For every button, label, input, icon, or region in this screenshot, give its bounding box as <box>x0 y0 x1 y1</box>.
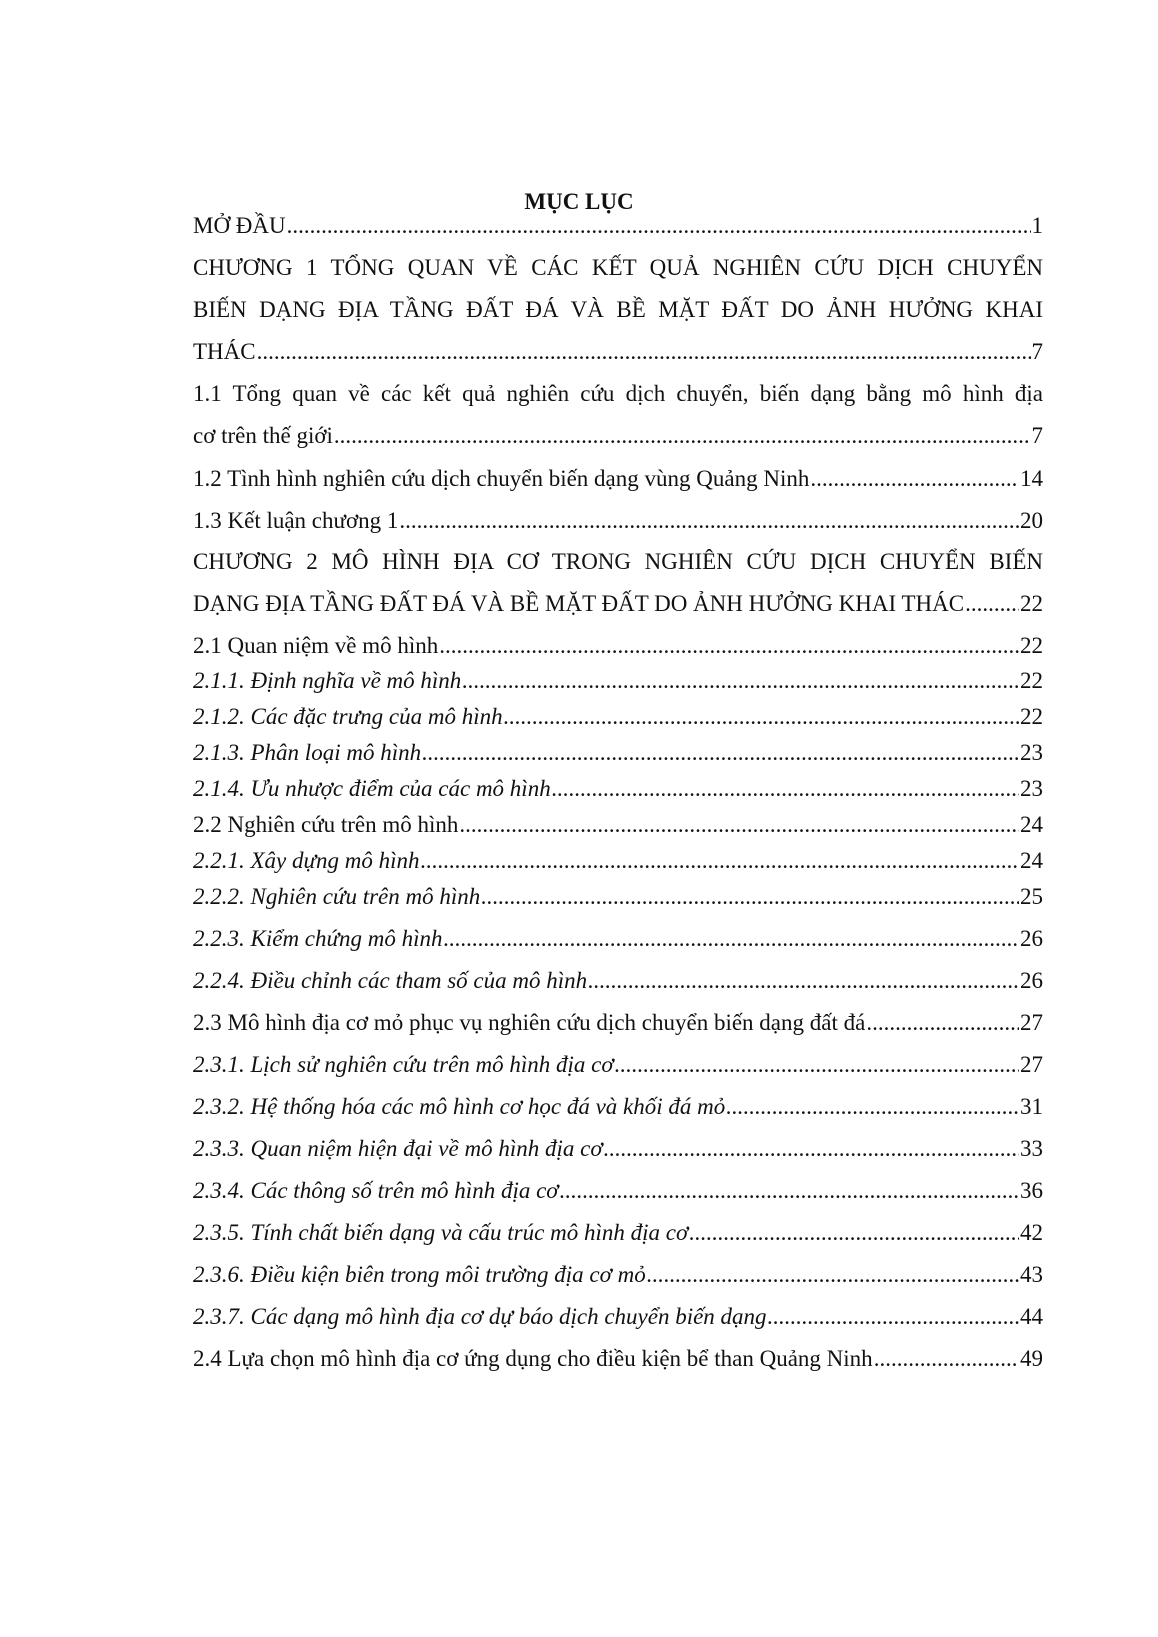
toc-entry-text: 1.2 Tình hình nghiên cứu dịch chuyển biến dạng vùng Quảng Ninh <box>193 466 810 491</box>
dot-leader <box>810 464 1019 494</box>
toc-entry-text: 2.3.2. Hệ thống hóa các mô hình cơ học đá và khối đá mỏ <box>193 1094 726 1119</box>
toc-entry-line <box>193 1134 1043 1164</box>
toc-entry-line <box>193 421 1043 451</box>
toc-entry-text: 2.3.4. Các thông số trên mô hình địa cơ <box>193 1178 559 1203</box>
toc-entry-line <box>193 1344 1043 1374</box>
dot-leader <box>588 966 1019 996</box>
toc-entry-line <box>193 966 1043 996</box>
toc-page-number: 1 <box>1031 213 1043 238</box>
toc-page-number: 33 <box>1020 1136 1043 1161</box>
toc-page-number: 22 <box>1020 668 1043 693</box>
toc-entry-line <box>193 1302 1043 1332</box>
toc-entry-text: 2.1.4. Ưu nhược điểm của các mô hình <box>193 776 551 801</box>
toc-page-number: 36 <box>1020 1178 1043 1203</box>
toc-entry-line <box>193 702 1043 732</box>
toc-entry-text: 2.2.2. Nghiên cứu trên mô hình <box>193 884 481 909</box>
toc-title: MỤC LỤC <box>524 189 634 214</box>
toc-entry-text: CHƯƠNG 2 MÔ HÌNH ĐỊA CƠ TRONG NGHIÊN CỨU DỊCH CHUYỂN BIẾN <box>193 549 1043 574</box>
toc-page-number: 49 <box>1020 1346 1043 1371</box>
toc-entry-line <box>193 211 1043 241</box>
toc-entry-text: 1.3 Kết luận chương 1 <box>193 508 399 533</box>
toc-page-number: 23 <box>1020 776 1043 801</box>
dot-leader <box>422 738 1019 768</box>
dot-leader <box>439 631 1019 661</box>
dot-leader <box>462 666 1019 696</box>
dot-leader <box>866 1008 1019 1038</box>
toc-page-number: 7 <box>1031 339 1043 364</box>
toc-entry-text: 2.1.2. Các đặc trưng của mô hình <box>193 704 503 729</box>
toc-page-number: 26 <box>1020 968 1043 993</box>
toc-entry-text: 2.1 Quan niệm về mô hình <box>193 633 439 658</box>
dot-leader <box>560 1176 1019 1206</box>
toc-entry-line <box>193 924 1043 954</box>
toc-page-number: 20 <box>1020 508 1043 533</box>
toc-entry-line <box>193 1050 1043 1080</box>
toc-page-number: 42 <box>1020 1220 1043 1245</box>
dot-leader <box>287 211 1031 241</box>
dot-leader <box>768 1302 1019 1332</box>
toc-page-number: 7 <box>1031 423 1043 448</box>
toc-entry-line <box>193 1092 1043 1122</box>
toc-entry-text: CHƯƠNG 1 TỔNG QUAN VỀ CÁC KẾT QUẢ NGHIÊN CỨU DỊCH CHUYỂN <box>193 255 1043 280</box>
toc-page-number: 24 <box>1020 848 1043 873</box>
toc-entry-line <box>193 882 1043 912</box>
toc-page-number: 22 <box>1020 704 1043 729</box>
dot-leader <box>874 1344 1019 1374</box>
toc-page-number: 24 <box>1020 812 1043 837</box>
dot-leader <box>257 337 1031 367</box>
dot-leader <box>647 1260 1019 1290</box>
dot-leader <box>481 882 1019 912</box>
toc-entry-text: DẠNG ĐỊA TẦNG ĐẤT ĐÁ VÀ BỀ MẶT ĐẤT DO ẢNH HƯỞNG KHAI THÁC <box>193 591 965 616</box>
toc-entry-line <box>193 464 1043 494</box>
toc-entry-text: 2.3 Mô hình địa cơ mỏ phục vụ nghiên cứu dịch chuyển biến dạng đất đá <box>193 1010 866 1035</box>
toc-entry-text: 2.2.3. Kiểm chứng mô hình <box>193 926 443 951</box>
dot-leader <box>399 506 1019 536</box>
dot-leader <box>552 774 1019 804</box>
dot-leader <box>504 702 1019 732</box>
toc-page-number: 27 <box>1020 1010 1043 1035</box>
toc-page-number: 14 <box>1020 466 1043 491</box>
dot-leader <box>444 924 1019 954</box>
toc-entry-line <box>193 774 1043 804</box>
dot-leader <box>334 421 1031 451</box>
toc-entry-line <box>193 631 1043 661</box>
toc-entry-line <box>193 1008 1043 1038</box>
toc-page-number: 26 <box>1020 926 1043 951</box>
dot-leader <box>421 846 1019 876</box>
dot-leader <box>726 1092 1019 1122</box>
toc-entry-text: 2.3.6. Điều kiện biên trong môi trường địa cơ mỏ <box>193 1262 646 1287</box>
toc-entry-text: 2.3.7. Các dạng mô hình địa cơ dự báo dịch chuyển biến dạng <box>193 1304 767 1329</box>
toc-entry-text: THÁC <box>193 339 256 364</box>
toc-entry-line <box>193 666 1043 696</box>
toc-entry-text: 2.1.3. Phân loại mô hình <box>193 740 422 765</box>
toc-entry-text: 2.3.1. Lịch sử nghiên cứu trên mô hình địa cơ <box>193 1052 614 1077</box>
dot-leader <box>615 1050 1019 1080</box>
toc-page-number: 22 <box>1020 633 1043 658</box>
toc-entry-line <box>193 738 1043 768</box>
toc-entry-line <box>193 337 1043 367</box>
toc-page-number: 25 <box>1020 884 1043 909</box>
toc-entry-line <box>193 1176 1043 1206</box>
dot-leader <box>689 1218 1019 1248</box>
toc-entry-line <box>193 810 1043 840</box>
toc-entry-text: MỞ ĐẦU <box>193 213 286 238</box>
toc-entry-text: cơ trên thế giới <box>193 423 333 448</box>
toc-page-number: 22 <box>1020 591 1043 616</box>
toc-entry-line <box>193 1218 1043 1248</box>
toc-entry-text: BIẾN DẠNG ĐỊA TẦNG ĐẤT ĐÁ VÀ BỀ MẶT ĐẤT DO ẢNH HƯỞNG KHAI <box>193 297 1043 322</box>
toc-page-number: 27 <box>1020 1052 1043 1077</box>
dot-leader <box>459 810 1019 840</box>
toc-page-number: 31 <box>1020 1094 1043 1119</box>
toc-entry-line <box>193 506 1043 536</box>
toc-entry-text: 2.3.5. Tính chất biến dạng và cấu trúc mô hình địa cơ <box>193 1220 689 1245</box>
toc-entry-line <box>193 589 1043 619</box>
dot-leader <box>965 589 1019 619</box>
toc-entry-text: 2.2.4. Điều chỉnh các tham số của mô hình <box>193 968 588 993</box>
toc-entry-text: 2.2.1. Xây dựng mô hình <box>193 848 420 873</box>
toc-entry-text: 1.1 Tổng quan về các kết quả nghiên cứu dịch chuyển, biến dạng bằng mô hình địa <box>193 381 1043 406</box>
toc-entry-text: 2.3.3. Quan niệm hiện đại về mô hình địa cơ <box>193 1136 603 1161</box>
dot-leader <box>604 1134 1019 1164</box>
toc-entry-text: 2.4 Lựa chọn mô hình địa cơ ứng dụng cho điều kiện bể than Quảng Ninh <box>193 1346 873 1371</box>
toc-entry-text: 2.2 Nghiên cứu trên mô hình <box>193 812 459 837</box>
toc-page-number: 43 <box>1020 1262 1043 1287</box>
toc-entry-text: 2.1.1. Định nghĩa về mô hình <box>193 668 462 693</box>
toc-entry-line <box>193 846 1043 876</box>
toc-page-number: 44 <box>1020 1304 1043 1329</box>
toc-page-number: 23 <box>1020 740 1043 765</box>
toc-entry-line <box>193 1260 1043 1290</box>
